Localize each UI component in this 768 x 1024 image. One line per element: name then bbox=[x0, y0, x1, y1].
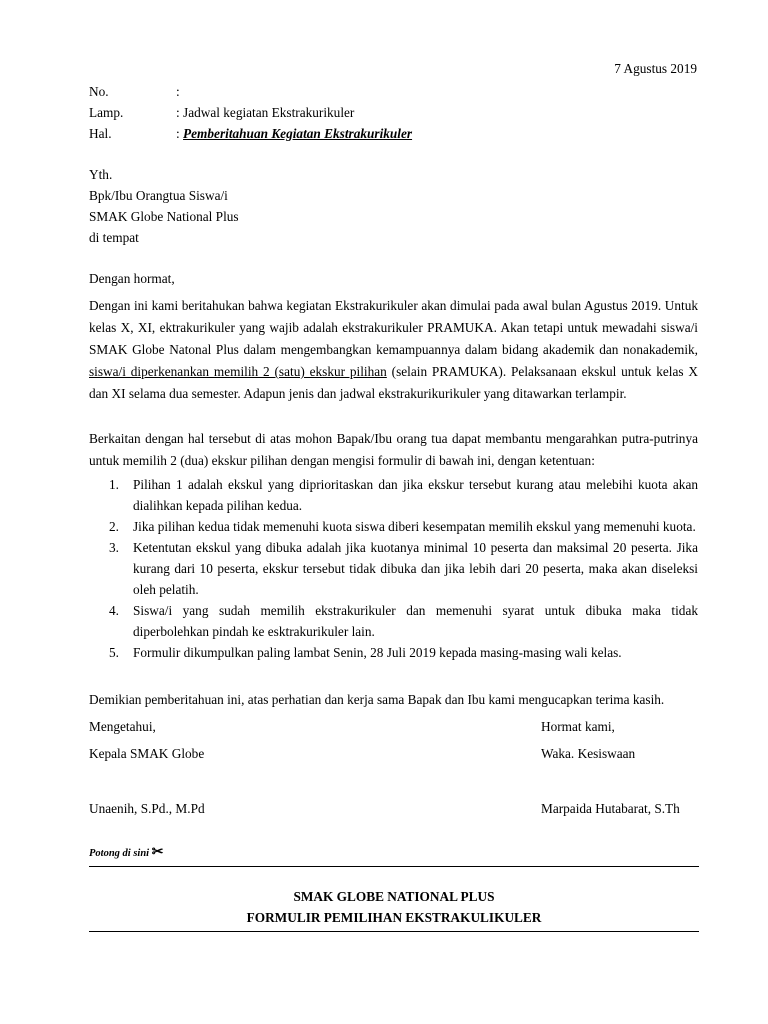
list-text: Formulir dikumpulkan paling lambat Senin, 28 Juli 2019 kepada masing-masing wali kelas. bbox=[133, 645, 622, 660]
form-title: FORMULIR PEMILIHAN EKSTRAKULIKULER bbox=[246, 910, 542, 925]
sig-left-line2: Kepala SMAK Globe bbox=[89, 746, 205, 761]
sig-right-name: Marpaida Hutabarat, S.Th bbox=[541, 801, 680, 816]
header-label: No. bbox=[89, 84, 109, 99]
list-text: Jika pilihan kedua tidak memenuhi kuota siswa diberi kesempatan memilih ekskul yang memenuhi kuota. bbox=[133, 519, 696, 534]
list-text: Pilihan 1 adalah ekskul yang diprioritaskan dan jika ekskur tersebut kurang atau melebihi kuota akan dialihkan kepada pilihan kedua. bbox=[133, 477, 698, 513]
list-number: 5. bbox=[109, 645, 119, 660]
header-row-no bbox=[89, 84, 180, 100]
list-item bbox=[89, 537, 698, 600]
sig-left-line1: Mengetahui, bbox=[89, 719, 156, 734]
body1-text-cont: (selain PRAMUKA). Pelaksanaan ekskul untuk kelas X dan XI selama dua semester. Adapun jenis dan jadwal ekstrakurikurikuler yang ditawarkan terlampir. bbox=[89, 364, 698, 401]
list-item bbox=[89, 642, 698, 663]
terms-list bbox=[89, 474, 698, 663]
header-row-lamp bbox=[89, 105, 354, 121]
list-text: Siswa/i yang sudah memilih ekstrakurikuler dan memenuhi syarat untuk dibuka maka tidak diperbolehkan pindah ke esktrakurikuler lain. bbox=[133, 603, 698, 639]
recipient-line: di tempat bbox=[89, 230, 139, 245]
header-prefix: : bbox=[176, 126, 184, 141]
body1-text: Dengan ini kami beritahukan bahwa kegiatan Ekstrakurikuler akan dimulai pada awal bulan Agustus 2019. Untuk kelas X, XI, ektrakurikuler yang wajib adalah ekstrakurikuler PRAMUKA. Akan tetapi untuk mewadahi siswa/i SMAK Globe Natonal Plus dalam mengembangkan kemampuannya dalam bidang akademik dan nonakademik, bbox=[89, 298, 698, 357]
recipient-line: Yth. bbox=[89, 167, 113, 182]
recipient-line: Bpk/Ibu Orangtua Siswa/i bbox=[89, 188, 228, 203]
header-label: Hal. bbox=[89, 126, 112, 141]
body-paragraph-2 bbox=[89, 428, 698, 472]
header-row-hal bbox=[89, 126, 412, 142]
list-item bbox=[89, 516, 698, 537]
subject-text: Pemberitahuan Kegiatan Ekstrakurikuler bbox=[183, 126, 413, 141]
sig-right-line1: Hormat kami, bbox=[541, 719, 615, 734]
list-text: Ketentutan ekskul yang dibuka adalah jika kuotanya minimal 10 peserta dan maksimal 20 peserta. Jika kurang dari 10 peserta, ekskur tersebut tidak dibuka dan jika lebih dari 20 peserta, maka akan diseleksi oleh pelatih. bbox=[133, 540, 698, 597]
list-number: 2. bbox=[109, 519, 119, 534]
body1-underlined: siswa/i diperkenankan memilih 2 (satu) ekskur pilihan bbox=[89, 364, 387, 379]
header-value: : Jadwal kegiatan Ekstrakurikuler bbox=[176, 105, 355, 120]
cut-line-label bbox=[89, 845, 163, 862]
sig-right-line2: Waka. Kesiswaan bbox=[541, 746, 636, 761]
list-number: 3. bbox=[109, 540, 119, 555]
cut-text: Potong di sini bbox=[89, 848, 150, 859]
list-item bbox=[89, 474, 698, 516]
list-item bbox=[89, 600, 698, 642]
greeting: Dengan hormat, bbox=[89, 271, 175, 286]
cut-divider bbox=[89, 866, 699, 867]
body-paragraph-1 bbox=[89, 295, 698, 405]
header-label: Lamp. bbox=[89, 105, 124, 120]
scissors-icon: ✂ bbox=[151, 845, 164, 860]
list-number: 1. bbox=[109, 477, 119, 492]
letter-date: 7 Agustus 2019 bbox=[614, 61, 697, 76]
recipient-line: SMAK Globe National Plus bbox=[89, 209, 239, 224]
header-value: : bbox=[176, 84, 180, 99]
form-title-school: SMAK GLOBE NATIONAL PLUS bbox=[293, 889, 495, 904]
form-title-divider bbox=[89, 931, 699, 932]
closing-text: Demikian pemberitahuan ini, atas perhatian dan kerja sama Bapak dan Ibu kami mengucapkan terima kasih. bbox=[89, 692, 665, 707]
sig-left-name: Unaenih, S.Pd., M.Pd bbox=[89, 801, 205, 816]
body2-text: Berkaitan dengan hal tersebut di atas mohon Bapak/Ibu orang tua dapat membantu mengarahkan putra-putrinya untuk memilih 2 (dua) ekskur pilihan dengan mengisi formulir di bawah ini, dengan ketentuan: bbox=[89, 431, 698, 468]
list-number: 4. bbox=[109, 603, 119, 618]
